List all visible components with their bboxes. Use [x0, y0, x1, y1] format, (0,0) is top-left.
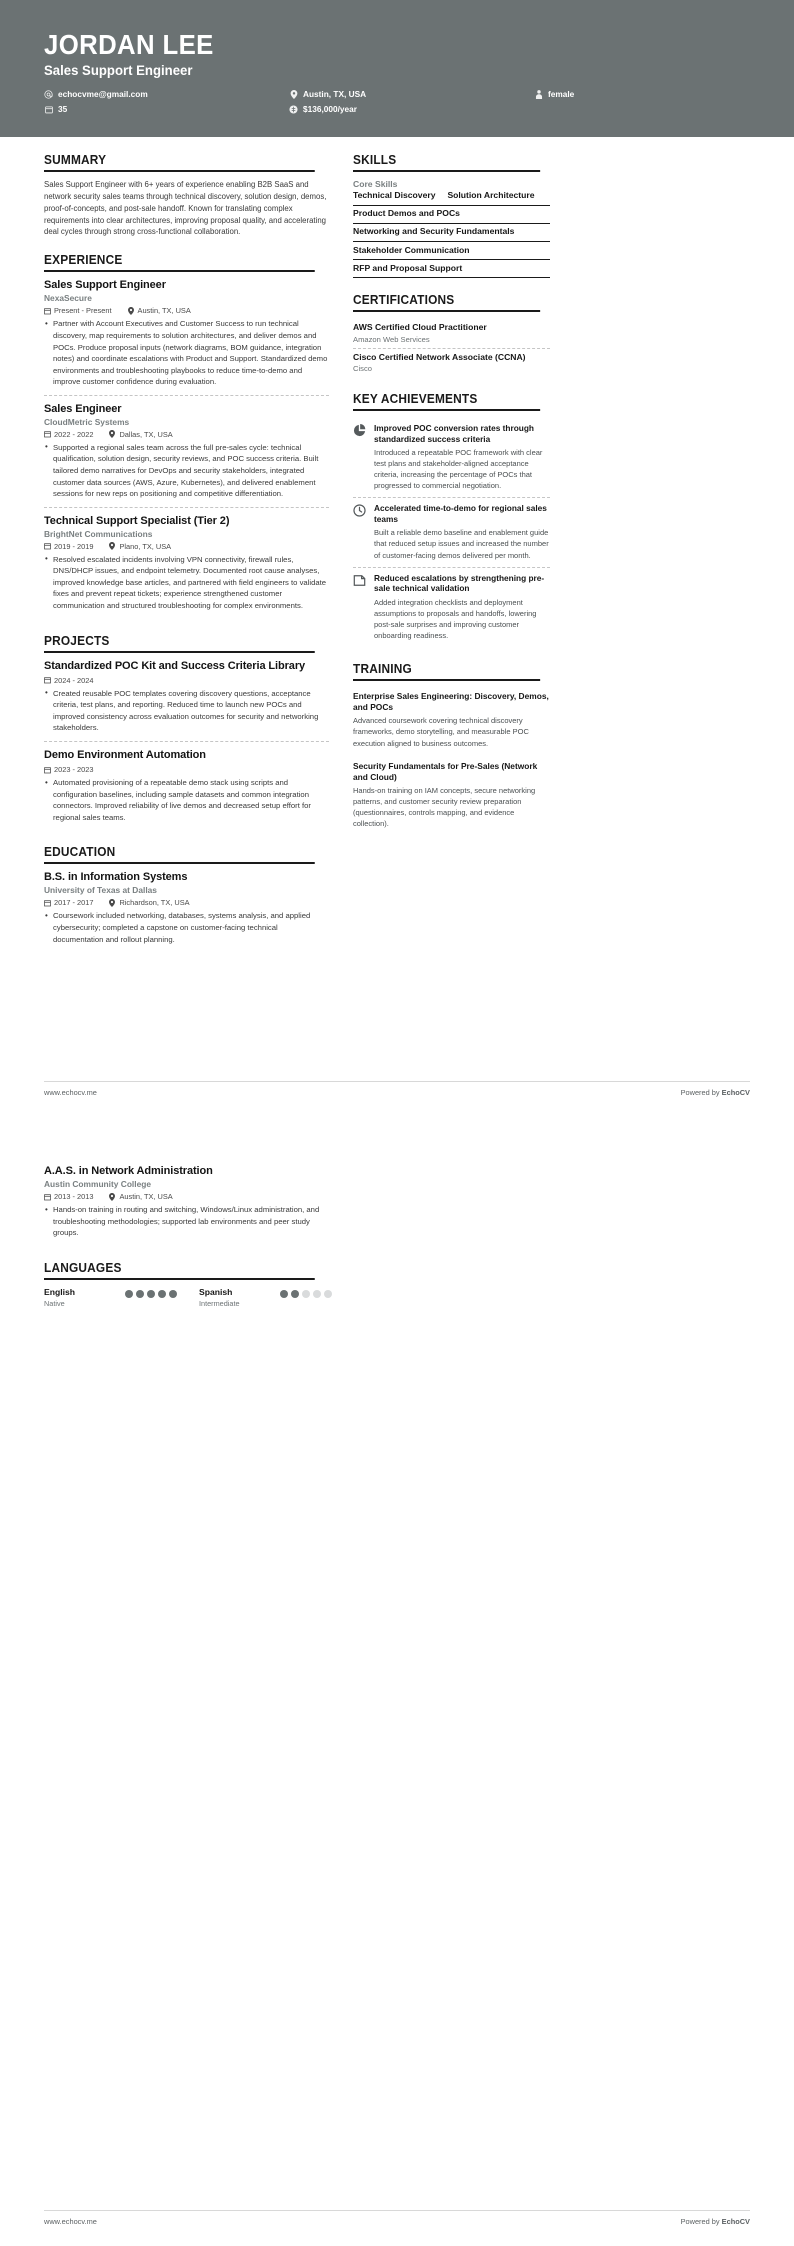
skill-label: Solution Architecture — [447, 190, 535, 200]
entry-dates — [44, 1192, 93, 1201]
entry-dates — [44, 542, 93, 551]
entry-role: Standardized POC Kit and Success Criteria Library — [44, 659, 306, 672]
footer-brand-name: EchoCV — [721, 2217, 750, 2226]
calendar-icon — [44, 1193, 51, 1201]
education-heading: EDUCATION — [44, 845, 315, 864]
shield-check-icon — [353, 573, 367, 641]
languages-heading: LANGUAGES — [44, 1261, 315, 1280]
rating-dot — [136, 1290, 144, 1298]
rating-dot — [313, 1290, 321, 1298]
map-pin-icon — [109, 542, 116, 550]
right-column — [353, 153, 550, 849]
achievement-title: Improved POC conversion rates through standardized success criteria — [374, 422, 534, 444]
calendar-icon — [44, 542, 51, 550]
bullet-item: • Supported a regional sales team across the full pre-sales cycle: technical qualification, solution design, security reviews, and POC success criteria. Built tailored demo narratives for DevOps and security stakeholders, integrated customer data sources (AWS, Azure, Kubernetes), and delivered enablement sessions for new reps on positioning and competitive differentiation. — [44, 442, 329, 500]
entry-meta — [44, 306, 329, 315]
calendar-icon — [44, 766, 51, 774]
page-two-content — [0, 1165, 794, 1323]
language-name: Spanish — [199, 1286, 233, 1297]
entry-org: University of Texas at Dallas — [44, 885, 157, 896]
entry-bullets — [44, 442, 329, 500]
coin-icon — [289, 105, 298, 114]
rating-dot — [291, 1290, 299, 1298]
skill-item: Stakeholder Communication — [353, 242, 550, 260]
entry-org: CloudMetric Systems — [44, 416, 130, 427]
bullet-item: • Resolved escalated incidents involving VPN connectivity, firewall rules, DNS/DHCP issues, and endpoint telemetry. Documented root cause analyses, improved knowledge base articles, and partnered with field engineers to validate fixes and prevent repeat tickets; experience strengthened customer communication and structured troubleshooting for complex environments. — [44, 554, 329, 612]
training-desc: Advanced coursework covering technical discovery frameworks, demo storytelling, and measurable POC execution aligned to business outcomes. — [353, 716, 529, 748]
entry-meta — [44, 1192, 329, 1201]
rating-dot — [324, 1290, 332, 1298]
bullet-item: • Coursework included networking, databases, systems analysis, and applied cybersecurity; completed a capstone on customer-facing technical documentation and rollout planning. — [44, 910, 329, 945]
entry-bullets — [44, 910, 329, 945]
achievement-item — [353, 497, 550, 566]
training-heading: TRAINING — [353, 662, 540, 681]
page-footer — [44, 1081, 750, 1097]
summary-heading: SUMMARY — [44, 153, 315, 172]
entry-dates-text: 2019 - 2019 — [54, 541, 94, 551]
certifications-section — [353, 293, 550, 376]
summary-section — [44, 153, 329, 238]
skill-item: Product Demos and POCs — [353, 206, 550, 224]
contact-age — [44, 104, 289, 114]
resume-header — [0, 0, 794, 137]
entry-dates — [44, 306, 112, 315]
language-level: Native — [44, 1298, 65, 1308]
entry-location-text: Plano, TX, USA — [119, 541, 172, 551]
calendar-icon — [44, 105, 53, 114]
entry-role: Sales Engineer — [44, 402, 122, 415]
entry-location — [109, 542, 171, 551]
achievement-desc: Added integration checklists and deployment assumptions to proposals and handoffs, lowering post-sale surprises and improving customer onboarding readiness. — [374, 597, 537, 640]
achievement-desc: Introduced a repeatable POC framework with clear test plans and stakeholder-aligned acceptance criteria, increasing the percentage of POCs that progressed to commercial negotiation. — [374, 447, 543, 491]
rating-dot — [280, 1290, 288, 1298]
education-section — [44, 845, 329, 952]
footer-website[interactable]: www.echocv.me — [44, 1088, 97, 1097]
map-pin-icon — [109, 430, 116, 438]
entry-dates — [44, 430, 93, 439]
entry-meta — [44, 765, 329, 774]
languages-section — [44, 1261, 329, 1308]
certification-org: Amazon Web Services — [353, 334, 430, 344]
project-entry — [44, 741, 329, 830]
calendar-icon — [44, 430, 51, 438]
language-rating-dots — [125, 1287, 177, 1298]
contact-email — [44, 89, 289, 99]
key-achievements-heading: KEY ACHIEVEMENTS — [353, 392, 540, 411]
candidate-job-title: Sales Support Engineer — [44, 62, 193, 79]
entry-meta — [44, 430, 329, 439]
calendar-icon — [44, 676, 51, 684]
entry-role: Technical Support Specialist (Tier 2) — [44, 514, 230, 527]
rating-dot — [147, 1290, 155, 1298]
experience-section — [44, 253, 329, 618]
certifications-heading: CERTIFICATIONS — [353, 293, 540, 312]
rating-dot — [125, 1290, 133, 1298]
page-footer — [44, 2210, 750, 2226]
entry-location — [109, 430, 172, 439]
entry-org: Austin Community College — [44, 1179, 152, 1190]
experience-entry — [44, 395, 329, 507]
training-item — [353, 758, 550, 835]
entry-role: Sales Support Engineer — [44, 279, 166, 292]
training-section — [353, 662, 550, 834]
map-pin-icon — [109, 1193, 116, 1201]
left-column — [44, 153, 329, 967]
entry-dates-text: 2017 - 2017 — [54, 898, 94, 908]
contact-gender — [534, 89, 750, 99]
map-pin-icon — [109, 899, 116, 907]
skills-group-label: Core Skills — [353, 179, 398, 189]
entry-meta — [44, 676, 329, 685]
rating-dot — [169, 1290, 177, 1298]
footer-brand — [681, 1088, 750, 1097]
contact-info-grid — [44, 89, 750, 114]
skill-item: RFP and Proposal Support — [353, 260, 550, 278]
certification-name: Cisco Certified Network Associate (CCNA) — [353, 351, 526, 362]
entry-location — [128, 306, 191, 315]
entry-location-text: Richardson, TX, USA — [119, 898, 190, 908]
contact-email-text: echocvme@gmail.com — [58, 89, 148, 100]
training-item — [353, 688, 550, 754]
contact-salary-text: $136,000/year — [303, 104, 357, 115]
entry-dates — [44, 676, 93, 685]
footer-brand-name: EchoCV — [721, 1088, 750, 1097]
training-name: Security Fundamentals for Pre-Sales (Network and Cloud) — [353, 760, 538, 782]
education-entry — [44, 871, 329, 952]
calendar-icon — [44, 899, 51, 907]
entry-dates-text: 2013 - 2013 — [54, 1192, 94, 1202]
entry-dates — [44, 898, 93, 907]
entry-bullets — [44, 688, 329, 734]
entry-bullets — [44, 318, 329, 387]
skills-heading: SKILLS — [353, 153, 540, 172]
education-entry — [44, 1165, 329, 1246]
language-item — [199, 1287, 332, 1308]
contact-salary — [289, 104, 534, 114]
entry-dates — [44, 765, 93, 774]
clock-icon — [353, 503, 367, 560]
languages-list — [44, 1287, 329, 1308]
entry-role: Demo Environment Automation — [44, 748, 206, 761]
entry-role: B.S. in Information Systems — [44, 871, 188, 884]
entry-dates-text: 2022 - 2022 — [54, 429, 94, 439]
key-achievements-section — [353, 392, 550, 647]
language-name: English — [44, 1286, 76, 1297]
calendar-icon — [44, 307, 51, 315]
at-sign-icon — [44, 90, 53, 99]
certification-item — [353, 319, 550, 347]
bullet-item: • Partner with Account Executives and Customer Success to run technical discovery, map requirements to solution architectures, and deliver demos and POCs. Produce proposal inputs (network diagrams, BOM guidance, integration notes) and coordinate escalations with Product and Support. Standardized demo environments and troubleshooting playbooks to reduce time-to-demo and improve customer confidence during evaluation. — [44, 318, 329, 387]
person-icon — [534, 90, 543, 99]
entry-location — [109, 1192, 172, 1201]
entry-location-text: Austin, TX, USA — [137, 306, 191, 316]
certification-org: Cisco — [353, 363, 372, 373]
projects-section — [44, 634, 329, 831]
skills-section — [353, 153, 550, 278]
entry-meta — [44, 542, 329, 551]
entry-bullets — [44, 554, 329, 612]
rating-dot — [302, 1290, 310, 1298]
training-desc: Hands-on training on IAM concepts, secure networking patterns, and customer security review preparation (questionnaires, controls mapping, and evidence collection). — [353, 786, 536, 829]
projects-heading: PROJECTS — [44, 634, 315, 653]
bullet-item: • Hands-on training in routing and switching, Windows/Linux administration, and troubleshooting methodologies; supported lab environments and peer study groups. — [44, 1204, 329, 1239]
training-name: Enterprise Sales Engineering: Discovery, Demos, and POCs — [353, 691, 549, 712]
entry-bullets — [44, 1204, 329, 1239]
contact-location-text: Austin, TX, USA — [303, 89, 367, 100]
entry-dates-text: Present - Present — [54, 306, 112, 316]
entry-org: BrightNet Communications — [44, 528, 153, 539]
contact-age-text: 35 — [58, 104, 68, 115]
bullet-item: • Automated provisioning of a repeatable demo stack using scripts and configuration baselines, including sample datasets and common integration connectors. Improved reliability of live demos and decreased setup effort for regional sales teams. — [44, 777, 329, 823]
achievement-title: Accelerated time-to-demo for regional sales teams — [374, 503, 547, 525]
resume-body — [0, 137, 794, 967]
language-item — [44, 1287, 177, 1308]
language-level: Intermediate — [199, 1298, 240, 1308]
contact-gender-text: female — [548, 89, 575, 100]
map-pin-icon — [289, 90, 298, 99]
experience-heading: EXPERIENCE — [44, 253, 315, 272]
achievement-item — [353, 567, 550, 647]
candidate-name: JORDAN LEE — [44, 29, 214, 60]
experience-entry — [44, 507, 329, 619]
skill-item: Networking and Security Fundamentals — [353, 224, 550, 242]
education-section-continued — [44, 1165, 329, 1246]
certification-item — [353, 348, 550, 377]
entry-bullets — [44, 777, 329, 823]
entry-dates-text: 2024 - 2024 — [54, 675, 94, 685]
project-entry — [44, 660, 329, 741]
entry-meta — [44, 898, 329, 907]
language-rating-dots — [280, 1287, 332, 1298]
achievement-title: Reduced escalations by strengthening pre-sale technical validation — [374, 572, 545, 594]
entry-location-text: Dallas, TX, USA — [119, 429, 173, 439]
experience-entry — [44, 279, 329, 394]
footer-website[interactable]: www.echocv.me — [44, 2217, 97, 2226]
achievement-item — [353, 418, 550, 497]
footer-brand — [681, 2217, 750, 2226]
footer-powered-prefix: Powered by — [680, 2217, 722, 2226]
entry-dates-text: 2023 - 2023 — [54, 765, 94, 775]
rating-dot — [158, 1290, 166, 1298]
bullet-item: • Created reusable POC templates covering discovery questions, acceptance criteria, test plans, and reporting. Reduced time to launch new POCs and improved consistency across evaluation outcomes for security and networking stakeholders. — [44, 688, 329, 734]
entry-role: A.A.S. in Network Administration — [44, 1165, 213, 1177]
contact-location — [289, 89, 534, 99]
map-pin-icon — [128, 307, 135, 315]
entry-location — [109, 898, 189, 907]
skill-item — [353, 190, 550, 206]
entry-org: NexaSecure — [44, 293, 92, 304]
pie-chart-icon — [353, 423, 367, 491]
footer-powered-prefix: Powered by — [680, 1088, 722, 1097]
summary-text: Sales Support Engineer with 6+ years of experience enabling B2B SaaS and network security sales teams through technical discovery, solution design, demos, proof-of-concepts, and post-sale handoff. Known for translating complex requirements into clear architectures, improving proposal quality, and accelerating deal cycles through strong cross-functional collaboration. — [44, 180, 327, 237]
certification-name: AWS Certified Cloud Practitioner — [353, 322, 487, 333]
skill-label: Technical Discovery — [353, 190, 436, 200]
entry-location-text: Austin, TX, USA — [119, 1192, 173, 1202]
achievement-desc: Built a reliable demo baseline and enablement guide that reduced setup issues and increased the number of customer-facing demos delivered per month. — [374, 528, 549, 560]
